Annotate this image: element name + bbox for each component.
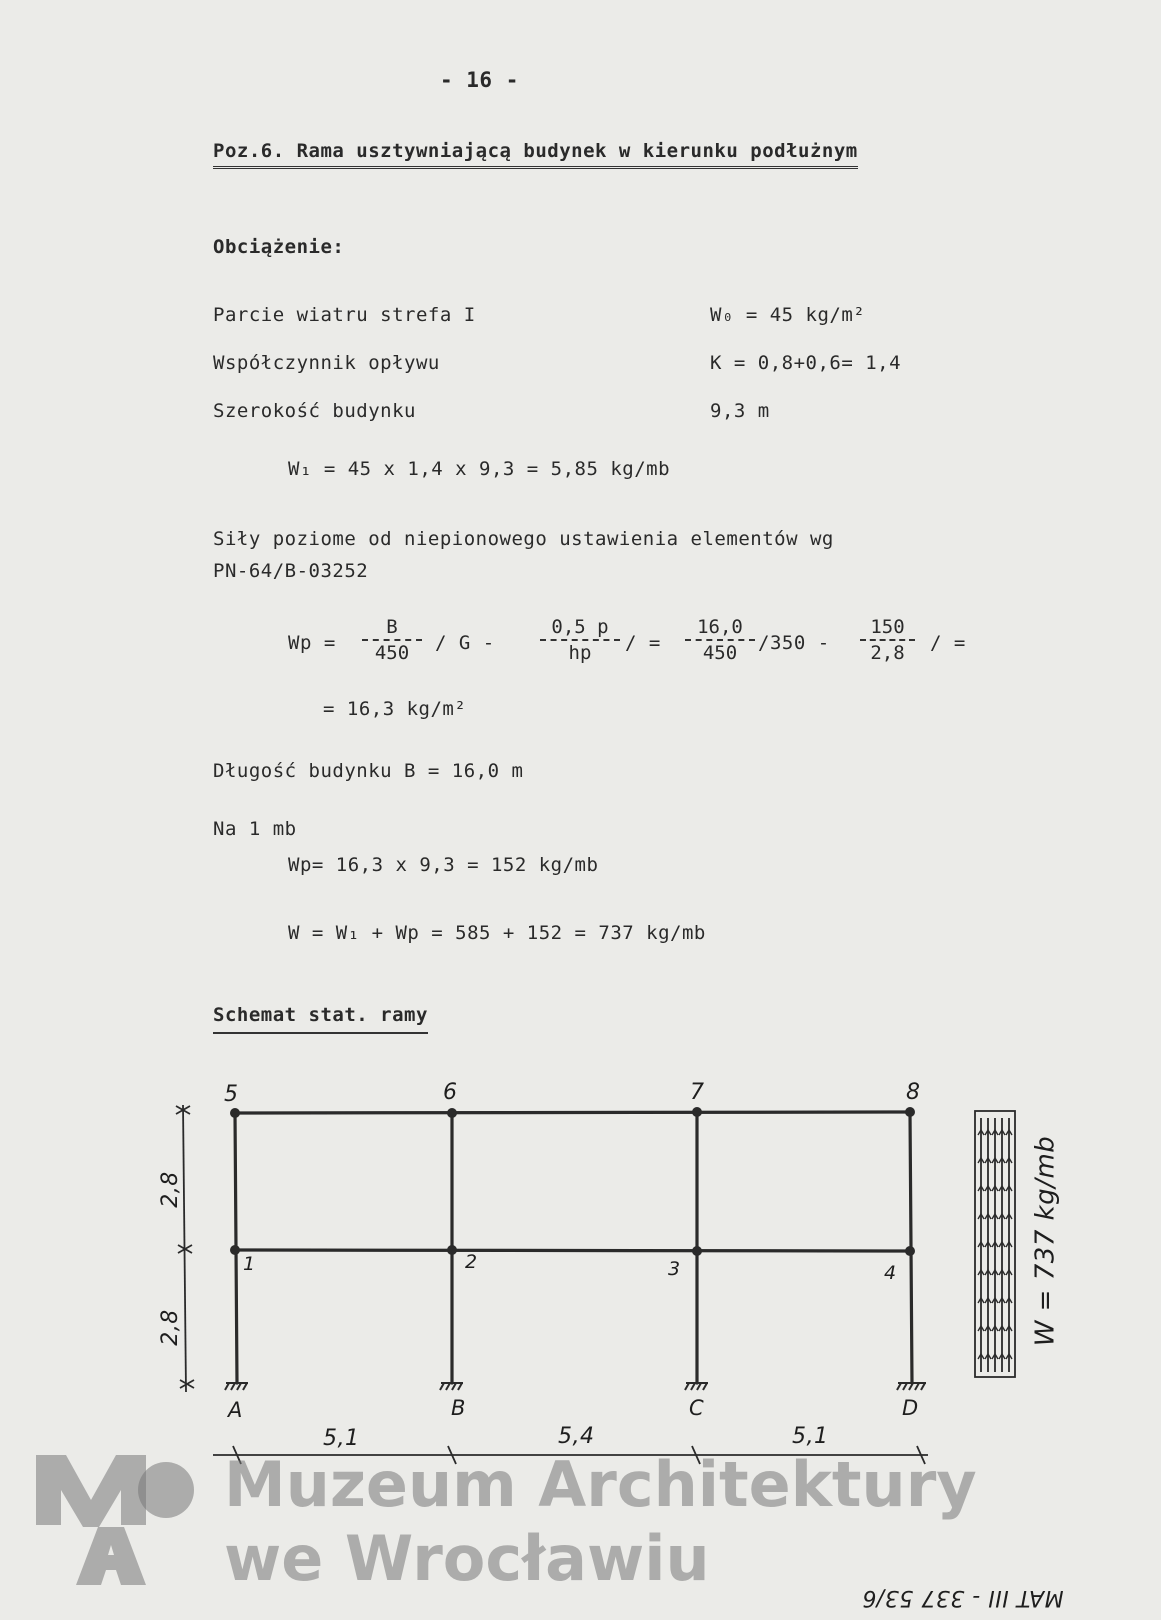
- wind-pressure-value: W₀ = 45 kg/m²: [710, 304, 866, 326]
- watermark-line-2: we Wrocławiu: [224, 1522, 710, 1595]
- node-label-1: 1: [243, 1253, 256, 1275]
- eq-w-total: W = W₁ + Wp = 585 + 152 = 737 kg/mb: [288, 922, 706, 944]
- wp-mid-1: / G -: [435, 632, 495, 654]
- wp-end: / =: [930, 632, 966, 654]
- forces-line-2: PN-64/B-03252: [213, 560, 369, 582]
- support-label-b: B: [451, 1396, 466, 1420]
- flow-coeff-value: K = 0,8+0,6= 1,4: [710, 352, 902, 374]
- forces-line-1: Siły poziome od niepionowego ustawienia elementów wg: [213, 528, 834, 550]
- archive-reference: MAT III - 337 53/6: [862, 1585, 1064, 1610]
- building-width-label: Szerokość budynku: [213, 400, 416, 422]
- load-heading: Obciążenie:: [213, 236, 345, 258]
- support-label-a: A: [228, 1398, 243, 1422]
- fraction-denominator: hp: [568, 642, 592, 664]
- node-label-8: 8: [906, 1080, 921, 1105]
- support-label-c: C: [689, 1396, 705, 1420]
- eq-w1: W₁ = 45 x 1,4 x 9,3 = 5,85 kg/mb: [288, 458, 671, 480]
- fraction-denominator: 450: [702, 642, 738, 664]
- fraction-numerator: 16,0: [685, 616, 755, 641]
- fraction-numerator: B: [362, 616, 422, 641]
- span-label-2: 5,4: [558, 1424, 595, 1449]
- wp-lhs: Wp =: [288, 632, 336, 654]
- section-title: Poz.6. Rama usztywniającą budynek w kierunku podłużnym: [213, 140, 858, 169]
- support-label-d: D: [902, 1396, 919, 1420]
- fraction-denominator: 450: [374, 642, 410, 664]
- building-length: Długość budynku B = 16,0 m: [213, 760, 524, 782]
- building-width-value: 9,3 m: [710, 400, 770, 422]
- node-label-3: 3: [668, 1258, 681, 1280]
- schema-heading: Schemat stat. ramy: [213, 1004, 428, 1034]
- height-label-lower: 2,8: [157, 1309, 183, 1346]
- per-meter-heading: Na 1 mb: [213, 818, 297, 840]
- middle-beam: [235, 1250, 910, 1251]
- museum-logo: [36, 1455, 196, 1585]
- flow-coeff-label: Współczynnik opływu: [213, 352, 440, 374]
- node-label-6: 6: [443, 1080, 458, 1105]
- wp-result: = 16,3 kg/m²: [323, 698, 467, 720]
- watermark-line-1: Muzeum Architektury: [224, 1448, 977, 1521]
- node-label-4: 4: [884, 1262, 897, 1284]
- height-label-upper: 2,8: [157, 1171, 183, 1208]
- page-number: - 16 -: [440, 68, 519, 92]
- wind-load-label: W = 737 kg/mb: [1030, 1135, 1061, 1347]
- eq-wp: Wp= 16,3 x 9,3 = 152 kg/mb: [288, 854, 599, 876]
- node-label-5: 5: [224, 1082, 239, 1107]
- span-label-1: 5,1: [323, 1426, 360, 1451]
- wind-pressure-label: Parcie wiatru strefa I: [213, 304, 476, 326]
- wp-mid-3: /350 -: [758, 632, 830, 654]
- wp-mid-2: / =: [625, 632, 661, 654]
- node-label-2: 2: [465, 1251, 478, 1273]
- top-beam: [235, 1112, 910, 1113]
- node-label-7: 7: [690, 1080, 705, 1105]
- fraction-denominator: 2,8: [870, 642, 905, 664]
- fraction-numerator: 0,5 p: [540, 616, 620, 641]
- span-label-3: 5,1: [792, 1424, 829, 1449]
- fraction-numerator: 150: [860, 616, 915, 641]
